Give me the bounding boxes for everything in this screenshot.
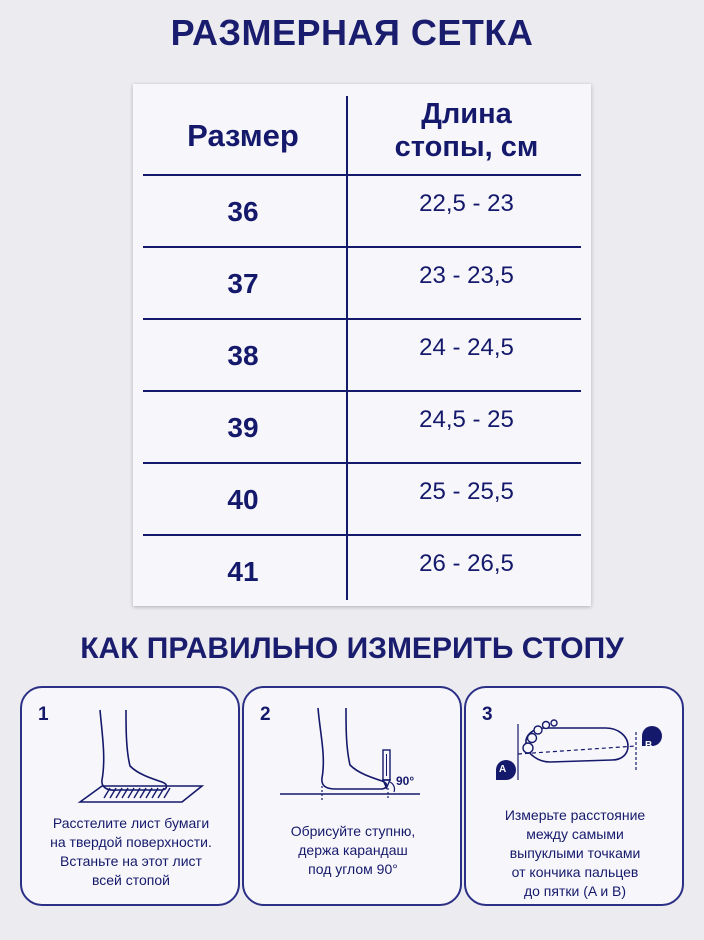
size-cell: 36 [227, 196, 259, 227]
page-title: РАЗМЕРНАЯ СЕТКА [170, 12, 534, 53]
foot-on-paper-icon [22, 688, 238, 808]
length-cell: 22,5 - 23 [419, 190, 514, 217]
size-cell: 40 [227, 484, 259, 515]
step-number: 3 [482, 704, 493, 725]
header-length-line1: Длина [421, 98, 512, 130]
foot-trace-pencil-icon [244, 688, 460, 808]
table-row [143, 392, 581, 464]
step-card-1 [20, 686, 240, 906]
length-cell: 25 - 25,5 [419, 478, 514, 505]
size-cell: 41 [227, 556, 259, 587]
angle-label: 90° [396, 774, 415, 788]
header-length [349, 98, 584, 164]
table-row [143, 464, 581, 536]
size-table [133, 84, 591, 606]
step-description: Обрисуйте ступню, держа карандаш под углом 90° [290, 823, 416, 877]
table-row [143, 536, 581, 608]
step-number: 2 [260, 704, 271, 725]
length-cell: 26 - 26,5 [419, 550, 514, 577]
table-row [143, 248, 581, 320]
step-card-2 [242, 686, 462, 906]
point-a-label: A [499, 764, 507, 775]
table-row [143, 320, 581, 392]
header-size: Размер [187, 118, 299, 153]
length-cell: 24 - 24,5 [419, 334, 514, 361]
step-number: 1 [38, 704, 49, 725]
length-cell: 24,5 - 25 [419, 406, 514, 433]
size-cell: 39 [227, 412, 259, 443]
point-b-label: B [645, 740, 653, 751]
section-title: КАК ПРАВИЛЬНО ИЗМЕРИТЬ СТОПУ [80, 632, 624, 665]
step-description: Измерьте расстояние между самыми выпуклыми точками от кончика пальцев до пятки (A и B) [504, 807, 646, 899]
step-description: Расстелите лист бумаги на твердой поверхности. Встаньте на этот лист всей стопой [50, 815, 212, 888]
header-length-line2: стопы, см [394, 131, 539, 163]
length-cell: 23 - 23,5 [419, 262, 514, 289]
size-cell: 37 [227, 268, 259, 299]
table-row [143, 176, 581, 248]
size-cell: 38 [227, 340, 259, 371]
step-card-3 [464, 686, 684, 906]
